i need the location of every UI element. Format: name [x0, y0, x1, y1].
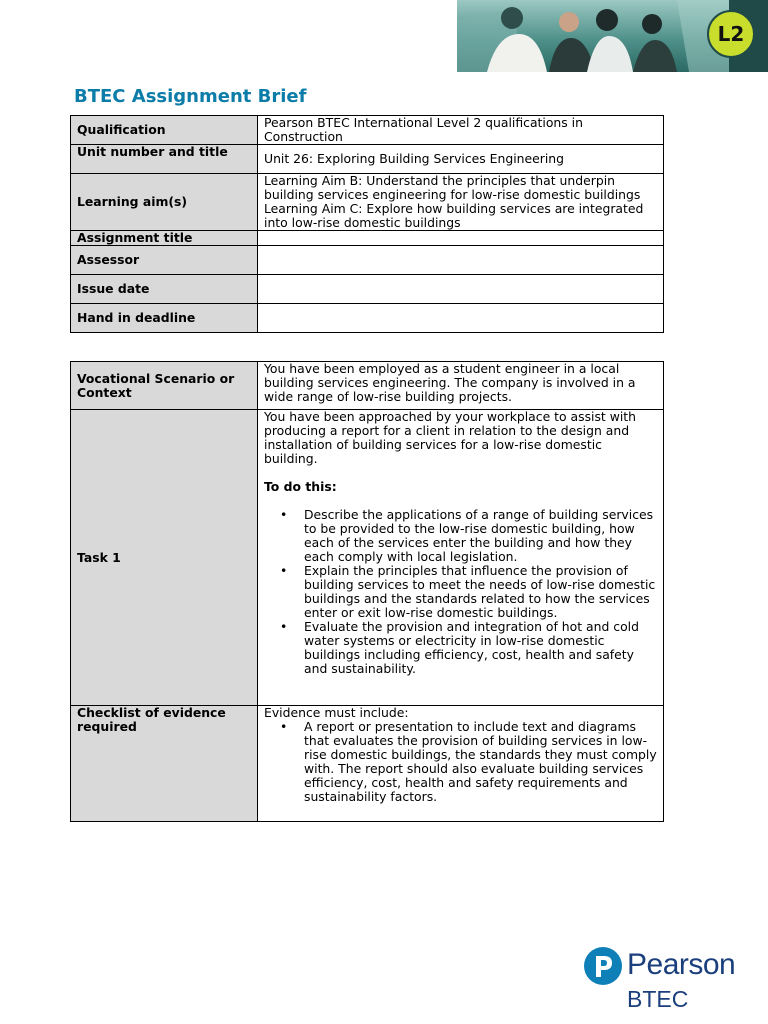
pearson-wordmark: Pearson: [627, 948, 736, 981]
table-row: [71, 116, 664, 145]
task-intro: You have been approached by your workplace to assist with producing a report for a client in relation to the design and installation of building services for a low-rise domestic building.: [264, 409, 637, 466]
banner-photo: [457, 0, 729, 72]
table-row: [71, 304, 664, 333]
checklist-content: [258, 706, 664, 822]
checklist-label: Checklist of evidence required: [71, 706, 258, 822]
assessor-field[interactable]: [258, 246, 664, 275]
bullet-icon: •: [280, 507, 288, 522]
issue-date-label: Issue date: [71, 275, 258, 304]
assignment-title-label: Assignment title: [71, 231, 258, 246]
learning-aims-value: [258, 174, 664, 231]
qualification-label: Qualification: [71, 116, 258, 145]
list-item: [264, 620, 657, 676]
assignment-brief-table: [70, 361, 664, 822]
table-row: [71, 706, 664, 822]
task-bullet-text: Describe the applications of a range of building services to be provided to the low-rise domestic building, how each of the services enter the building and how they each comply with local legislation.: [304, 507, 654, 564]
deadline-field[interactable]: [258, 304, 664, 333]
unit-value: Unit 26: Exploring Building Services Engineering: [258, 145, 664, 174]
task-bullet-text: Explain the principles that influence the provision of building services to meet the needs of low-rise domestic buildings and the standards related to how the services enter or exit low-rise domestic buildings.: [304, 563, 656, 620]
list-item: [264, 564, 657, 620]
level-badge: L2: [707, 10, 755, 58]
list-item: [264, 508, 657, 564]
table-row: [71, 246, 664, 275]
bullet-icon: •: [280, 619, 288, 634]
checklist-intro: Evidence must include:: [264, 705, 409, 720]
assessor-label: Assessor: [71, 246, 258, 275]
issue-date-field[interactable]: [258, 275, 664, 304]
table-row: [71, 410, 664, 706]
learning-aims-label: Learning aim(s): [71, 174, 258, 231]
table-row: [71, 275, 664, 304]
page-title: BTEC Assignment Brief: [74, 86, 307, 107]
header-banner: [457, 0, 768, 72]
table-row: [71, 174, 664, 231]
people-photo-illustration: [457, 0, 729, 72]
task-label: Task 1: [71, 410, 258, 706]
checklist-bullet-text: A report or presentation to include text and diagrams that evaluates the provision of building services in low-rise domestic buildings, the standards they must comply with. The report should also evaluate building services efficiency, cost, health and safety requirements and sustainability factors.: [304, 719, 657, 804]
pearson-logo-icon: [583, 942, 623, 990]
list-item: [264, 720, 657, 804]
learning-aim-b: Learning Aim B: Understand the principles that underpin building services engineering for low-rise domestic buildings: [264, 173, 641, 202]
task-content: [258, 410, 664, 706]
table-row: [71, 145, 664, 174]
bullet-icon: •: [280, 719, 288, 734]
qualification-value: Pearson BTEC International Level 2 qualifications in Construction: [258, 116, 664, 145]
table-row: [71, 362, 664, 410]
checklist-bullet-list: [264, 720, 657, 804]
task-bullet-list: [264, 508, 657, 676]
scenario-text: You have been employed as a student engineer in a local building services engineering. The company is involved in a wide range of low-rise building projects.: [258, 362, 664, 410]
scenario-label: Vocational Scenario or Context: [71, 362, 258, 410]
unit-label: Unit number and title: [71, 145, 258, 174]
table-row: [71, 231, 664, 246]
btec-wordmark: BTEC: [627, 986, 689, 1012]
bullet-icon: •: [280, 563, 288, 578]
assignment-info-table: [70, 115, 664, 333]
task-todo-heading: To do this:: [264, 479, 337, 494]
task-bullet-text: Evaluate the provision and integration of hot and cold water systems or electricity in low-rise domestic buildings including efficiency, cost, health and safety and sustainability.: [304, 619, 639, 676]
deadline-label: Hand in deadline: [71, 304, 258, 333]
assignment-title-field[interactable]: [258, 231, 664, 246]
learning-aim-c: Learning Aim C: Explore how building services are integrated into low-rise domestic buildings: [264, 201, 644, 230]
pearson-btec-logo: [583, 942, 736, 1014]
